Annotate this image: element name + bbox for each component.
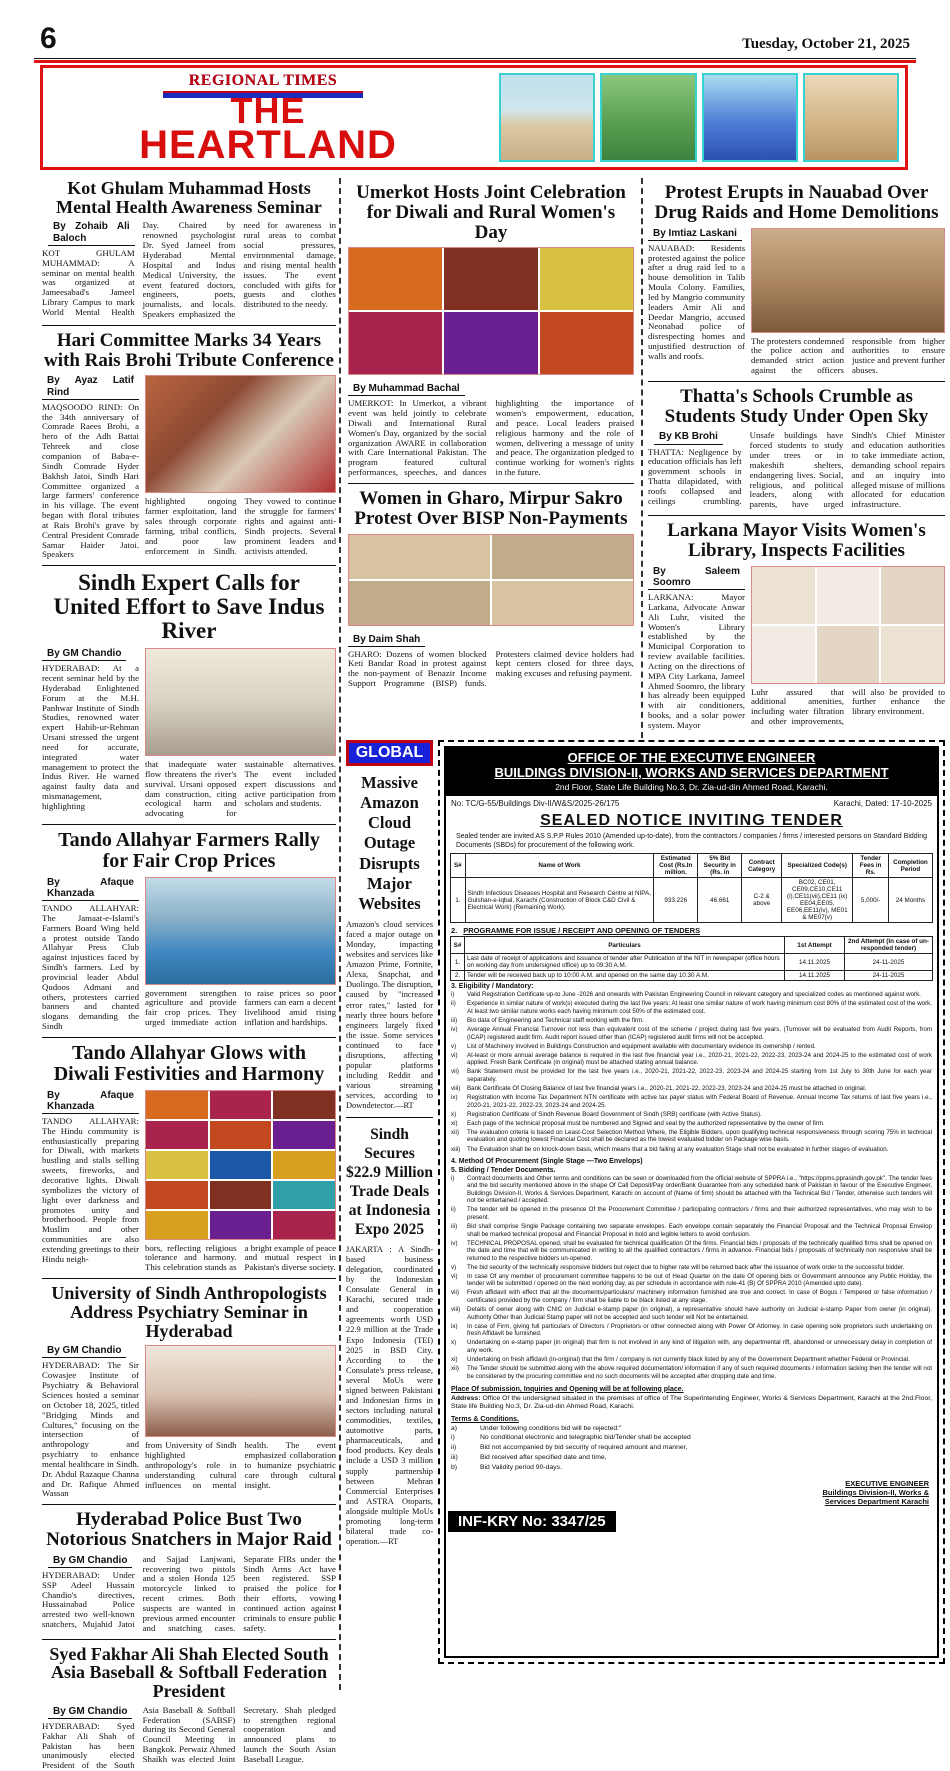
work-col-header: Contract Category [742, 854, 782, 878]
byline: By Afaque Khanzada [42, 1090, 139, 1114]
headline: Umerkot Hosts Joint Celebration for Diwali and Rural Women's Day [350, 183, 632, 242]
article-divider [346, 1117, 433, 1118]
tender-office-line1: OFFICE OF THE EXECUTIVE ENGINEER [448, 751, 935, 766]
headline: Sindh Secures $22.9 Million Trade Deals at Indonesia Expo 2025 [346, 1126, 433, 1239]
tender-intro: Sealed tender are invited AS S.P.P Rules 2010 (Amended up-to-date), from the contractors / companies / firms / interested persons on Standard Bidding Documents (SBDs) for procurement of the following work. [446, 833, 937, 851]
byline: By GM Chandio [48, 1706, 132, 1719]
article-text-continued: that inadequate water flow threatens the river's survival. Ursani opposed dam construction, citing ecological harm and advocating for sustainable alternatives. The event included expert discussions and active participation from scholars and students. [145, 760, 336, 819]
tender-date: Karachi, Dated: 17-10-2025 [834, 799, 932, 808]
article-text: HYDERABAD: Syed Fakhar Ali Shah of Pakistan has been unanimously elected President of the South Asia Baseball & Softball Federation (SABSF) during its Second General Council Meeting in Bangkok. Perwaiz Ahmed Shaikh was elected Joint Secretary. Shah pledged to strengthen regional cooperation and announced plans to launch the South Asian Baseball League. [42, 1705, 336, 1771]
newspaper-title [43, 94, 493, 164]
bidding-item: i) Contract documents and Other terms and conditions can be seen or downloaded from the official website of SPPRA i.e., "https://ppms.pprasindh.gov.pk". The tender fees and the bid security mentioned above in the shape Of Call Deposit/Pay order/Bank Guarantee from any scheduled bank of Pakistan in favour of the Executive Engineer, Buildings Division-II, Works & Services Department, Karachi on account of (Name of firm) should be attached with the Technical Bid / Tender, otherwise such tenders will not be entertained / accepted. [451, 1175, 932, 1205]
section-4-heading: 4. Method Of Procurement (Single Stage —Two Envelops) [446, 1156, 937, 1165]
headline: Kot Ghulam Muhammad Hosts Mental Health Awareness Seminar [44, 179, 334, 216]
article-text-continued: highlighted ongoing farmer exploitation, land sales through corporate farming, tribal conflicts, and poor law enforcement in Sindh. They vowed to continue the struggle for farmers' rights and against anti-Sindh projects. Several prominent leaders and activists attended. [145, 497, 336, 556]
article-text: TANDO ALLAHYAR: The Jamaat-e-Islami's Farmers Board Wing held a protest outside Tando Allahyar Press Club against injustices faced by Sindh's farmers. Led by provincial leader Abdul Qudoos Admani and others, protesters carried banners and chanted slogans demanding the Sindh [42, 903, 139, 1031]
article-baseball-federation [42, 1645, 336, 1771]
article-lead [42, 375, 139, 560]
headline: Sindh Expert Calls for United Effort to Save Indus River [44, 571, 334, 643]
work-col-header: Tender Fees in Rs. [853, 854, 889, 878]
diwali-photo-cell [146, 1181, 208, 1209]
work-col-header: Estimated Cost (Rs.In million. [654, 854, 698, 878]
article-text-continued: The protesters condemned the police action and demanded strict action against the officers responsible from higher authorities to ensure justice and prevent further abuses. [751, 337, 945, 376]
page-date: Tuesday, October 21, 2025 [742, 36, 910, 53]
umerkot-photo-cell [349, 248, 442, 310]
larkana-photo-cell [817, 626, 880, 683]
byline: By Afaque Khanzada [42, 877, 139, 901]
article-body: UMERKOT: In Umerkot, a vibrant event was held jointly to celebrate Diwali and International Rural Women's Day, organized by the social organization AWARE in collaboration with Care International Pakistan. The program featured cultural performances, speeches, and dances highlighting the importance of women's empowerment, education, and peace. Local leaders praised religious harmony and the role of women, delivering a message of unity and peace. The organization pledged to continue working for women's rights in the future. [348, 399, 634, 478]
place-of-submission-line: Place Of submission, Inquiries and Opening will be at following place. [446, 1383, 937, 1394]
article-police-snatchers [42, 1510, 336, 1633]
programme-table-row: 2. Tender will be received back up to 10:00 A.M. and opened on the same day 10:30 A.M. 14.11.2025 24-11-2025 [451, 971, 933, 981]
eligibility-item: viii) Bank Certificate Of Closing Balance of last five financial years i.e., 2020-21, 2021-22, 2022-23, 2023-24 and 2024-25 must be attached in original. [451, 1085, 932, 1093]
prog-col-header: S# [451, 937, 465, 954]
tender-signature-block [446, 1475, 937, 1507]
article-lead [42, 877, 139, 1032]
newspaper-title-the: THE [43, 94, 493, 127]
diwali-photo-cell [210, 1121, 272, 1149]
work-col-header: S# [451, 854, 466, 878]
tender-office-line2: BUILDINGS DIVISION-II, WORKS AND SERVICES DEPARTMENT [448, 766, 935, 781]
headline: Massive Amazon Cloud Outage Disrupts Major Websites [346, 773, 433, 914]
tender-notice [438, 740, 945, 1664]
work-period: 24 Months [888, 878, 932, 923]
byline: By KB Brohi [654, 431, 723, 444]
eligibility-heading: 3. Eligibility / Mandatory: [446, 981, 937, 990]
article-hari-committee [42, 331, 336, 560]
work-name: Sindh Infectious Diseases Hospital and Research Centre at NIPA, Gulshan-e-Iqbal, Karachi (Construction of Block C&D Civil & Electrical Work) (Remaining Work). [465, 878, 654, 923]
article-text: HYDERABAD: Under SSP Adeel Hussain Chandio's directives, Hussainabad Police arrested two well-known snatchers, Mujahid Jatoi and Sajjad Lanjwani, recovering two pistols and a stolen Honda 125 motorcycle linked to recent crimes. Both suspects are wanted in previous armed encounter and snatching cases. Separate FIRs under the Sindh Arms Act have been registered. SSP praised the police for their efforts, vowing continued action against criminals to ensure public safety. [42, 1554, 336, 1633]
larkana-photo-cell [752, 626, 815, 683]
work-col-header: Specialized Code(s) [782, 854, 853, 878]
diwali-photo-cell [146, 1151, 208, 1179]
farmers-rally-photo [145, 877, 336, 985]
right-column [648, 180, 945, 738]
tender-reference-number: No: TC/G-55/Buildings Div-II/W&S/2025-26/175 [451, 799, 619, 808]
article-diwali-festivities [42, 1043, 336, 1273]
article-thatta-schools [648, 387, 945, 510]
diwali-photo-cell [146, 1091, 208, 1119]
eligibility-item: xi) Each page of the technical proposal must be numbered and Signed and seal by the authorized representative by the owner of firm. [451, 1120, 932, 1128]
terms-item: iii) Bid received after specified date and time, [451, 1454, 932, 1462]
larkana-photo-cell [817, 567, 880, 624]
article-divider [42, 1037, 336, 1038]
article-text: KOT GHULAM MUHAMMAD: A seminar on mental health was organized at Jameesabad's Jameel Library Campus to mark World Mental Health Day. Chaired by renowned psychologist Dr. Syed Jameel from Hyderabad Mental Hospital and Indus Medical University, the event featured doctors, engineers, poets, journalists, and locals. Speakers emphasized the need for awareness in rural areas to combat social pressures, environmental damage, and rising mental health issues. The event concluded with gifts for guests and clothes distributed to the needy. [42, 220, 336, 319]
diwali-photo-cell [273, 1211, 335, 1239]
article-lead [42, 648, 139, 812]
eligibility-item: v) List of Machinery involved in Buildings Construction and equipment available with documentary evidence its ownership / rented. [451, 1043, 932, 1051]
tender-notice-frame [444, 746, 939, 1658]
eligibility-item: iii) Bio data of Engineering and Technical staff working with the firm. [451, 1017, 932, 1025]
diwali-photo-cell [146, 1121, 208, 1149]
article-divider [42, 824, 336, 825]
eligibility-item: ii) Experience in similar nature of work(s) executed during the last five years: At least one similar nature of work having minimum cost 80% of the estimated cost of the work. At least two similar nature works each having minimum cost 50% of the estimated cost. [451, 1000, 932, 1015]
article-text-continued: bors, reflecting religious tolerance and harmony. This celebration stands as a bright example of peace and mutual respect in Pakistan's diverse society. [145, 1244, 336, 1274]
work-codes: BC02, CE01, CE09,CE10,CE11 (i),CE11(vii),CE11 (ix) EE04,EE05, EE06,EE11(iv), ME01 & ME07(v) [782, 878, 853, 923]
umerkot-photo-cell [444, 312, 537, 374]
red-rule [34, 60, 916, 63]
bidding-item: iii) Bid shall comprise Single Package containing two separate envelopes. Each envelope contain separately the Financial Proposal and the Technical Proposal Envelop shall be marked technical proposal and Financial Proposal in bold and legible letters to avoid confusion. [451, 1223, 932, 1238]
bisp-photo-cell [349, 535, 490, 579]
bidding-item: ii) The tender will be opened in the presence Of the Procurement Committee / participating contractors / firms and their authorized representatives, who may wish to be present. [451, 1206, 932, 1221]
prog-col-header: 2nd Attempt (In case of un-responded tender) [845, 937, 933, 954]
byline: By Daim Shah [348, 634, 425, 647]
article-bisp-protest [348, 489, 634, 689]
article-text: HYDERABAD: The Sir Cowasjee Institute of Psychiatry & Behavioral Sciences hosted a seminar on October 18, 2025, titled "Bridging Minds and Cultures," focusing on the intersection of anthropology and psychiatry to enhance mental healthcare in Sindh. Dr. Abdul Razaque Channa and Dr. Rafique Ahmed Wassan [42, 1360, 139, 1498]
article-text: LARKANA: Mayor Larkana, Advocate Anwar Ali Luhr, visited the Women's Library established by the Municipal Corporation to review available facilities. Acting on the directions of MPA City Larkana, Jameel Ahmed Soomro, the library has already been equipped with air conditioners, books, and a solar power system. Mayor [648, 592, 745, 730]
article-divider [648, 381, 945, 382]
article-farmers-rally [42, 830, 336, 1032]
article-larkana-library [648, 521, 945, 731]
article-divider [42, 565, 336, 566]
article-kot-ghulam-seminar [42, 179, 336, 320]
headline: Hari Committee Marks 34 Years with Rais Brohi Tribute Conference [44, 331, 334, 371]
article-umerkot-celebration [348, 183, 634, 478]
work-col-header: Name of Work [465, 854, 654, 878]
page-number: 6 [40, 24, 57, 54]
headline: Thatta's Schools Crumble as Students Study Under Open Sky [650, 387, 943, 427]
article-lead [42, 1345, 139, 1499]
global-section-label: GLOBAL [346, 740, 433, 766]
article-body: JAKARTA : A Sindh-based business delegation, coordinated by the Indonesian Consulate General in Karachi, secured trade and cooperation agreements worth USD 22.9 million at the Trade Expo Indonesia (TEI) 2025 in BSD City. According to the Consulate's press release, several MoUs were signed between Pakistani and Indonesian firms in sectors including natural commodities, textiles, automotive parts, pharmaceuticals, and food products. Key deals include a USD 3 million supply partnership between Mehran Commercial Enterprises and ASTRA Otoparts, alongside multiple MoUs promoting long-term bilateral trade co-operation.—RT [346, 1245, 433, 1547]
masthead [40, 65, 908, 170]
bisp-photo-cell [349, 581, 490, 625]
tender-office-address: 2nd Floor, State Life Building No.3, Dr. Zia-ud-din Ahmed Road, Karachi. [448, 782, 935, 792]
bidding-item: xi) Undertaking on fresh affidavit (in-original) that the firm / company is not currently black listed by any of the Government Department whether Federal or Provincial. [451, 1356, 932, 1364]
bidding-item: viii) Details of owner along with CNIC on Judicial e-stamp paper (in original), a representative should have authority on Judicial e-stamp Paper from owner (in original). Authority Other than Judicial Stamp paper will not be accepted and such tender will Not be entertained. [451, 1306, 932, 1321]
hari-conference-photo [145, 375, 336, 493]
work-category: C-2 & above [742, 878, 782, 923]
column-separator-right [641, 178, 643, 738]
article-divider [42, 1278, 336, 1279]
larkana-library-photo-grid [751, 566, 945, 684]
article-lead [648, 228, 745, 362]
article-body: GHARO: Dozens of women blocked Keti Bandar Road in protest against the non-payment of Benazir Income Support Programme (BISP) funds. Protesters claimed device holders had kept centers closed for three days, making excuses and refusing payment. [348, 650, 634, 689]
bidding-item: vii) Fresh affidavit with effect that all the documents/particulars/ machinery information furnished are true and correct. In case of Bogus / Tempered or false information / certificates provided by the company / firm shall be liable to be black listed at any stage. [451, 1289, 932, 1304]
eligibility-item: i) Valid Registration Certificate up-to June -2026 and onwards with Pakistan Engineering Council in relevant category and specialized codes as mentioned against work. [451, 991, 932, 999]
middle-column [348, 180, 634, 738]
eligibility-item: xiii) The Evaluation shall be on knock-down basis, which means that a bid failing at any evaluation Stage shall not be evaluated in further stages of evaluation. [451, 1146, 932, 1154]
top-rule [34, 58, 916, 59]
article-text-continued: from University of Sindh highlighted anthropology's role in understanding cultural influences on mental health. The event emphasized collaboration to humanize psychiatric care through cultural insight. [145, 1441, 336, 1490]
masthead-photo-field-women [600, 73, 696, 162]
byline: By GM Chandio [42, 1345, 126, 1358]
masthead-photo-strip [493, 68, 905, 167]
larkana-photo-cell [881, 567, 944, 624]
bidding-item: ix) In case of Firm, giving full particulars of Directors / Proprietors or other connected along with Power Of Attorney. In case opening sole proprietors such undertaking on fresh Affidavit be furnished. [451, 1323, 932, 1338]
bisp-photo-cell [492, 581, 633, 625]
article-divider [42, 1639, 336, 1640]
tender-title: SEALED NOTICE INVITING TENDER [446, 812, 937, 830]
terms-list [446, 1424, 937, 1475]
prog-col-header: Particulars [465, 937, 785, 954]
bisp-photo-cell [492, 535, 633, 579]
masthead-photo-blue-shrine [702, 73, 798, 162]
diwali-photo-cell [210, 1151, 272, 1179]
article-body [42, 1706, 336, 1771]
terms-item: i) No conditional electronic and telegraphic bid/Tender shall be accepted [451, 1434, 932, 1442]
article-lead [42, 1090, 139, 1265]
umerkot-photo-cell [540, 248, 633, 310]
eligibility-item: vi) At-least or more annual average balance is required in the last five financial year i.e., 2020-21, 2021-22, 2022-23, 2023-24 and 2024-25 to the estimated cost of work applied. Fresh Bank Certificate (in original) must be attached stating annual balance. [451, 1052, 932, 1067]
bidding-item: vi) In case Of any member of procurement committee happens to be out of Head Quarter on the date Of opening bids or Government announce any Public Holiday, the tender will be submitted / opened on the next working day, as per schedule in accordance with rule-41 (B) Of SPPRA 2010 (Amended upto date). [451, 1273, 932, 1288]
diwali-photo-cell [210, 1181, 272, 1209]
nauabad-protest-photo [751, 228, 945, 333]
article-divider [42, 325, 336, 326]
masthead-photo-beach [499, 73, 595, 162]
headline: Protest Erupts in Nauabad Over Drug Raids and Home Demolitions [650, 183, 943, 223]
bidding-item: v) The bid security of the technically responsive bidders but reject due to higher rate will be returned back after the issuance of work order to the successful bidder. [451, 1264, 932, 1272]
headline: Tando Allahyar Glows with Diwali Festivities and Harmony [44, 1043, 334, 1085]
terms-heading: Terms & Conditions. [446, 1413, 937, 1424]
article-text-continued: government strengthen agriculture and provide fair crop prices. They urged immediate action to raise prices so poor farmers can earn a decent livelihood amid rising inflation and hardships. [145, 989, 336, 1028]
headline: Hyderabad Police Bust Two Notorious Snatchers in Major Raid [44, 1510, 334, 1550]
address-label: Address: [451, 1395, 480, 1402]
terms-item: a) Under following conditions bid will be rejected:" [451, 1425, 932, 1433]
eligibility-item: xii) The evaluation criteria is based on Least-Cost Selection Method Where, the Eligible Bidders, upon qualifying technical responsiveness through scoring 75% in technical evaluation and quoting lowest Financial Cost shall be declared as the lowest evaluated bidder on Package wise basis. [451, 1129, 932, 1144]
diwali-market-photo-grid [145, 1090, 336, 1240]
larkana-photo-cell [881, 626, 944, 683]
bisp-protest-photo-collage [348, 534, 634, 626]
tender-programme-table [450, 936, 933, 981]
article-body: Amazon's cloud services faced a major outage on Monday, impacting websites and services like Amazon Prime, Fortnite, Alexa, Snapchat, and Duolingo. The disruption, caused by "increased error rates," lasted for nearly three hours before engineers largely fixed the issue. Some services continued to face disruptions, affecting popular platforms including Reddit and various streaming services, according to Downdetector.—RT [346, 920, 433, 1111]
bidding-item: iv) TECHNICAL PROPOSAL opened, shall be evaluated for technical qualification Of the firms. Financial bids / proposals of the technically qualified firms shall be opened on the date and time that will be communicated in writing to all the qualified contractors / firms in advance. Financial bids / proposals of technically non responsive shall be returned to the respective bidders un-opened. [451, 1240, 932, 1263]
headline: Larkana Mayor Visits Women's Library, Inspects Facilities [650, 521, 943, 561]
tender-work-table [450, 853, 933, 923]
article-body [42, 1555, 336, 1634]
byline: By Zohaib Ali Baloch [48, 221, 135, 245]
work-col-header: 5% Bid Security in (Rs. in [698, 854, 742, 878]
work-fees: 5,000/- [853, 878, 889, 923]
signature-dept-line1: Buildings Division-II, Works & [454, 1488, 929, 1497]
diwali-photo-cell [210, 1091, 272, 1119]
indus-seminar-photo [145, 648, 336, 756]
diwali-photo-cell [146, 1211, 208, 1239]
diwali-photo-cell [273, 1121, 335, 1149]
newspaper-title-heartland: HEARTLAND [43, 127, 493, 164]
headline: Women in Gharo, Mirpur Sakro Protest Over BISP Non-Payments [350, 489, 632, 529]
article-anthropology-seminar [42, 1284, 336, 1499]
eligibility-item: ix) Registration with Income Tax Department NTN certificate with active tax payer status with Federal Board of Revenue. Annual Income Tax returns of last five years i.e., 2020-21, 2021-22, 2022-23, 2023-24 and 2024-25. [451, 1094, 932, 1109]
bidding-item: xii) The Tender should be submitted along with the above required documentation/ information if any of such required documents / information lacking then the tender will not be considered by the procuring committee end no such documents will be accepted after dropping date and time. [451, 1365, 932, 1380]
programme-section-heading: PROGRAMME FOR ISSUE / RECEIPT AND OPENING OF TENDERS [463, 926, 700, 935]
masthead-left [43, 68, 493, 167]
eligibility-item: iv) Average Annual Financial Turnover not less than equivalent cost of the scheme / project during last five years. (Turnover will be evaluated from Audit Reports, from (ICAP) registered audit firm. Audit report issued other than (ICAP) registered audit firms will not be accepted. [451, 1026, 932, 1041]
anthropology-seminar-photo [145, 1345, 336, 1437]
work-table-row [451, 878, 933, 923]
umerkot-photo-cell [540, 312, 633, 374]
article-divider [348, 483, 634, 484]
article-text: NAUABAD: Residents protested against the police after a drug raid led to a house demolition in Talib Moula Colony. Families, led by Mangrio community leaders Amir Ali and Deedar Mangrio, accused Neonabad police of disrespecting homes and unjustified destruction of walls and roofs. [648, 243, 745, 361]
umerkot-photo-cell [444, 248, 537, 310]
article-text: MAQSOODO RIND: On the 34th anniversary of Comrade Raees Brohi, a hero of the Adh Battai Tehreek and close companion of Baba-e-Sindh Comrade Hyder Bakhsh Jatoi, Sindh Hari Committee organized a large farmers' conference in his village. The event began with floral tributes at Rais Brohi's grave by Central President Comrade Samar Haider Jatoi. Speakers [42, 402, 139, 560]
diwali-photo-cell [273, 1091, 335, 1119]
eligibility-item: x) Registration Certificate of Sindh Revenue Board Government of Sindh (SRB) certificate (with Active Status). [451, 1111, 932, 1119]
work-col-header: Completion Period [888, 854, 932, 878]
signature-dept-line2: Services Department Karachi [454, 1497, 929, 1506]
larkana-photo-cell [752, 567, 815, 624]
article-text: TANDO ALLAHYAR: The Hindu community is enthusiastically preparing for Diwali, with markets bustling and stalls selling sweets, fireworks, and decorative lights. Diwali symbolizes the victory of light over darkness and promotes unity and brotherhood. People from Muslim and other communities are also extending greetings to their Hindu neigh- [42, 1116, 139, 1264]
byline: By GM Chandio [48, 1555, 132, 1568]
headline: Tando Allahyar Farmers Rally for Fair Crop Prices [44, 830, 334, 872]
diwali-photo-cell [273, 1151, 335, 1179]
byline: By Imtiaz Laskani [648, 228, 742, 241]
article-text: HYDERABAD: At a recent seminar held by the Hyderabad Enlightened Forum at the M.H. Panhwar Institute of Sindh Studies, renowned water expert Habib-ur-Rehman Ursani stressed the urgent need for accurate, integrated water management to protect the Indus River. He warned against faulty data and mismanagement, highlighting [42, 663, 139, 811]
global-news-strip [346, 740, 433, 1690]
column-separator-left [339, 178, 341, 1690]
article-body [648, 431, 945, 510]
umerkot-photo-cell [349, 312, 442, 374]
inf-number-badge: INF-KRY No: 3347/25 [448, 1511, 616, 1532]
bidding-list [446, 1174, 937, 1383]
article-nauabad-protest [648, 183, 945, 376]
masthead-photo-ruins [803, 73, 899, 162]
byline: By Saleem Soomro [648, 566, 745, 590]
byline: By Muhammad Bachal [348, 383, 465, 396]
headline: University of Sindh Anthropologists Address Psychiatry Seminar in Hyderabad [44, 1284, 334, 1340]
eligibility-item: vii) Bank Statement must be provided for the last five years i.e., 2020-21, 2021-22, 2022-23, 2023-24 and 2024-25 starting from 1st July to 30th June for each year separately. [451, 1068, 932, 1083]
article-divider [42, 1504, 336, 1505]
article-body [42, 221, 336, 319]
programme-table-row: 1. Last date of receipt of applications and issuance of tender after Publication of the NIT in newspaper (office hours on working day from undersigned office) up to 09:30 A.M. 14.11.2025 24-11-2025 [451, 954, 933, 971]
work-security: 46.661 [698, 878, 742, 923]
article-divider [648, 515, 945, 516]
left-column [42, 176, 336, 1692]
signature-title: EXECUTIVE ENGINEER [454, 1479, 929, 1488]
article-text-continued: Luhr assured that additional amenities, including water filtration and other improvements, will also be provided to further enhance the library environment. [751, 688, 945, 727]
article-text: THATTA: Negligence by education officials has left government schools in Thatta dilapidated, with roofs collapsed and ceilings crumbling. Unsafe buildings have forced students to study under trees or in makeshift shelters, endangering lives. Social, religious, and political leaders, along with parents, have urged Sindh's Chief Minister and education authorities to take immediate action, demanding school repairs and an inquiry into alleged misuse of millions allocated for education infrastructure. [648, 430, 945, 509]
bidding-item: x) Undertaking on e-stamp paper (in original) that firm is not involved in any kind of litigation with, any departmental rift, abandoned or unnecessary delay in completion of any work. [451, 1339, 932, 1354]
tender-address: Address: Office Of the undersigned situated in the premises of office of The Superintending Engineer, Works & Services Department, Karachi at the 2nd.Floor, State life Building No.3, Dr. Zia-ud-din Ahmed Road, Karachi. [446, 1394, 937, 1413]
eligibility-list [446, 990, 937, 1155]
terms-item: ii) Bid not accompanied by bid security of required amount and manner, [451, 1444, 932, 1452]
work-sno: 1. [451, 878, 466, 923]
prog-col-header: 1st Attempt [785, 937, 845, 954]
section-5-heading: 5. Bidding / Tender Documents. [446, 1165, 937, 1174]
article-lead [648, 566, 745, 731]
work-cost: 933.226 [654, 878, 698, 923]
umerkot-event-photo-collage [348, 247, 634, 375]
article-indus-river [42, 571, 336, 819]
headline: Syed Fakhar Ali Shah Elected South Asia Baseball & Softball Federation President [44, 1645, 334, 1701]
diwali-photo-cell [273, 1181, 335, 1209]
diwali-photo-cell [210, 1211, 272, 1239]
byline: By Ayaz Latif Rind [42, 375, 139, 399]
terms-item: b) Bid Validity period 90-days. [451, 1464, 932, 1472]
byline: By GM Chandio [42, 648, 126, 661]
tender-office-header [446, 748, 937, 796]
regional-times-logo-text: REGIONAL TIMES [163, 72, 363, 90]
programme-section-number: 2. [451, 926, 457, 935]
